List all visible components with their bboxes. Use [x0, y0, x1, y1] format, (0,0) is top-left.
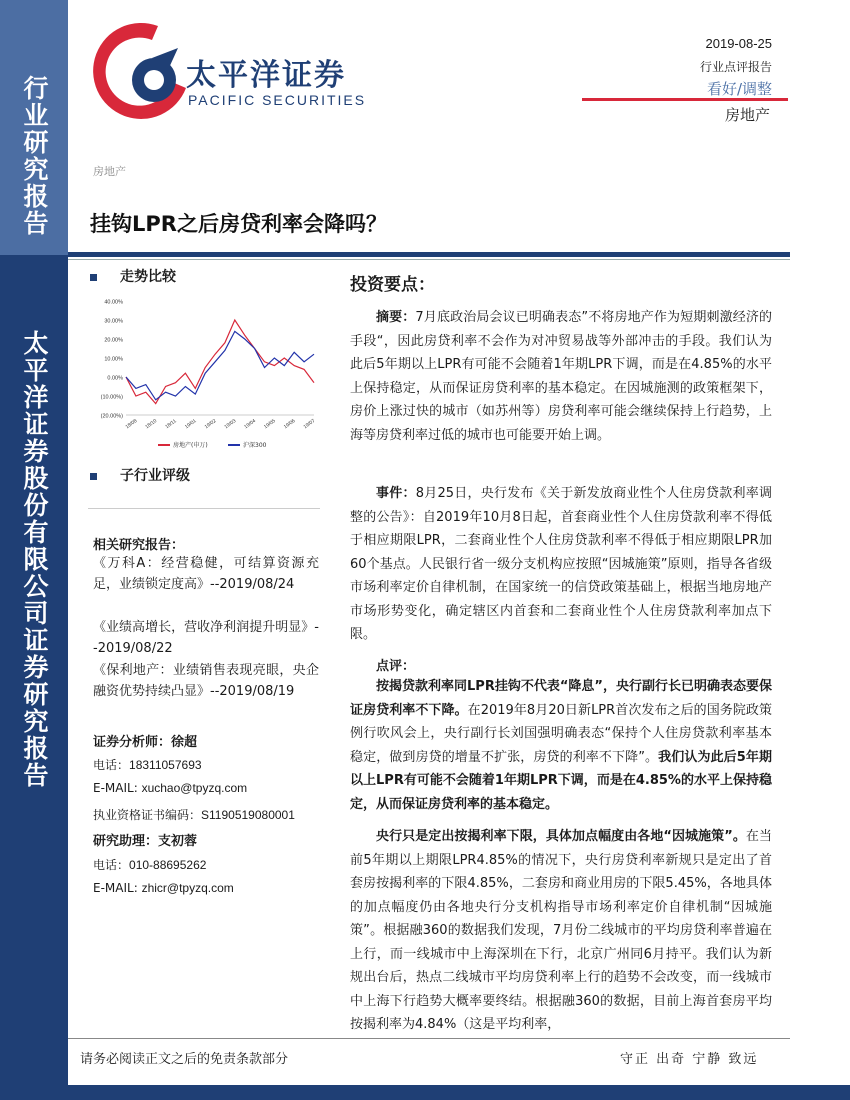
logo-name-cn: 太平洋证券: [186, 58, 346, 93]
x-tick-label: 19/06: [282, 418, 297, 431]
trend-heading: 走势比较: [120, 269, 176, 285]
analyst-cert: 执业资格证书编码：S1190519080001: [93, 808, 295, 822]
bullet-square-icon: [90, 473, 97, 480]
logo-emblem-icon: [88, 18, 198, 128]
footer-rule: [68, 1038, 790, 1039]
comment-paragraph: 按揭贷款利率同LPR挂钩不代表“降息”，央行副行长已明确表态要保证房贷利率不下降。在2019年8月20日新LPR首次发布之后的国务院政策例行吹风会上，央行副行长刘国强明确表态“保持个人住房贷款利率基本稳定，做到房贷的增量不扩张，房贷的利率不下降”。我们认为此后5年期以上LPR有可能不会随着1年期LPR下调，而是在4.85%的水平上保持稳定，从而保证房贷利率的基本稳定。: [350, 679, 772, 812]
related-report-link[interactable]: 《保利地产：业绩销售表现亮眼，央企融资优势持续凸显》--2019/08/19: [93, 663, 319, 699]
logo-name-en: PACIFIC SECURITIES: [188, 92, 367, 108]
left-side-bar: [0, 0, 68, 1100]
x-tick-label: 18/08: [124, 418, 139, 431]
bullet-square-icon: [90, 274, 97, 281]
investment-highlights-heading: 投资要点：: [350, 275, 435, 295]
report-type: 行业点评报告: [699, 60, 772, 74]
assistant-name: 研究助理：支初蓉: [93, 834, 198, 849]
x-tick-label: 19/02: [203, 418, 218, 431]
y-tick-label: (20.00%): [100, 413, 123, 420]
assistant-email[interactable]: E-MAIL: zhicr@tpyzq.com: [93, 881, 234, 895]
related-report-link[interactable]: 《业绩高增长，营收净利润提升明显》--2019/08/22: [93, 620, 319, 656]
analyst-name: 证券分析师：徐超: [93, 735, 198, 750]
company-motto: 守正 出奇 宁静 致远: [620, 1052, 759, 1067]
related-report-link[interactable]: 《万科A：经营稳健，可结算资源充足，业绩锁定度高》--2019/08/24: [93, 556, 319, 592]
x-tick-label: 18/10: [144, 418, 159, 431]
sector-tag: 房地产: [93, 165, 126, 178]
footer-bar: [0, 1085, 850, 1100]
policy-paragraph: 央行只是定出按揭利率下限，具体加点幅度由各地“因城施策”。在当前5年期以上期限LPR4.85%的情况下，央行房贷利率新规只是定出了首套房按揭利率的下限4.85%，二套房和商业用房的下限5.45%，各地具体的加点幅度仍由各地央行分支机构指导市场利率定价自律机制“因城施策”。根据融360的数据我们发现，7月份二线城市的平均房贷利率普遍在上行，而一线城市中上海深圳在下行，北京广州同6月持平。我们认为新规出台后，热点二线城市平均房贷利率上行的趋势不会改变，而一线城市中上海下行趋势大概率要终结。根据融360的数据，目前上海首套房平均按揭利率为4.84%（这是平均利率，: [350, 829, 772, 1032]
x-tick-label: 18/11: [164, 418, 178, 431]
y-tick-label: 0.00%: [107, 375, 123, 382]
legend-label: 房地产(申万): [173, 442, 208, 449]
left-divider: [88, 508, 320, 509]
report-date: 2019-08-25: [705, 36, 772, 51]
analyst-email[interactable]: E-MAIL: xuchao@tpyzq.com: [93, 781, 248, 795]
analyst-phone: 电话：18311057693: [93, 758, 202, 772]
company-name-vertical: 太平洋证券股份有限公司证券研究报告: [20, 330, 49, 789]
series-line: [126, 331, 314, 399]
series-line: [126, 320, 314, 404]
comment-heading: 点评：: [376, 659, 416, 674]
y-tick-label: (10.00%): [100, 394, 123, 401]
sector-label: 房地产: [724, 106, 770, 124]
summary-paragraph: 摘要：7月底政治局会议已明确表态”不将房地产作为短期刺激经济的手段“，因此房贷利率不会作为对冲贸易战等外部冲击的手段。我们认为此后5年期以上LPR有可能不会随着1年期LPR下调，而是在4.85%的水平上保持稳定，从而保证房贷利率的基本稳定。在因城施测的政策框架下，房价上涨过快的城市（如苏州等）房贷利率可能会继续保持上行趋势，上海等房贷利率过低的城市也可能要开始上调。: [350, 310, 772, 443]
x-tick-label: 19/07: [302, 418, 317, 431]
title-rule-thin: [68, 259, 790, 260]
title-rule: [68, 252, 790, 257]
related-research-heading: 相关研究报告：: [93, 538, 185, 553]
x-tick-label: 19/01: [183, 418, 198, 431]
report-category-vertical: 行业研究报告: [20, 75, 49, 237]
trend-chart: [88, 293, 320, 458]
header-red-rule: [582, 98, 788, 101]
assistant-phone: 电话：010-88695262: [93, 858, 207, 872]
legend-label: 沪深300: [243, 442, 267, 449]
x-tick-label: 19/03: [223, 418, 238, 431]
rating-label: 看好/调整: [706, 80, 772, 98]
disclaimer-note: 请务必阅读正文之后的免责条款部分: [80, 1052, 289, 1067]
x-tick-label: 19/05: [263, 418, 277, 431]
y-tick-label: 10.00%: [104, 356, 123, 363]
report-title: 挂钩LPR之后房贷利率会降吗？: [90, 212, 387, 236]
sub-industry-heading: 子行业评级: [120, 468, 190, 484]
y-tick-label: 40.00%: [104, 299, 123, 306]
x-tick-label: 19/04: [243, 418, 257, 431]
y-tick-label: 30.00%: [104, 318, 123, 325]
event-paragraph: 事件：8月25日，央行发布《关于新发放商业性个人住房贷款利率调整的公告》：自2019年10月8日起，首套商业性个人住房贷款利率不得低于相应期限LPR，二套商业性个人住房贷款利率不得低于相应期限LPR加60个基点。人民银行省一级分支机构应按照“因城施策”原则，指导各省级市场利率定价自律机制，在国家统一的信贷政策基础上，根据当地房地产市场形势变化，确定辖区内首套和二套商业性个人住房贷款利率加点下限。: [350, 486, 772, 642]
y-tick-label: 20.00%: [104, 337, 123, 344]
